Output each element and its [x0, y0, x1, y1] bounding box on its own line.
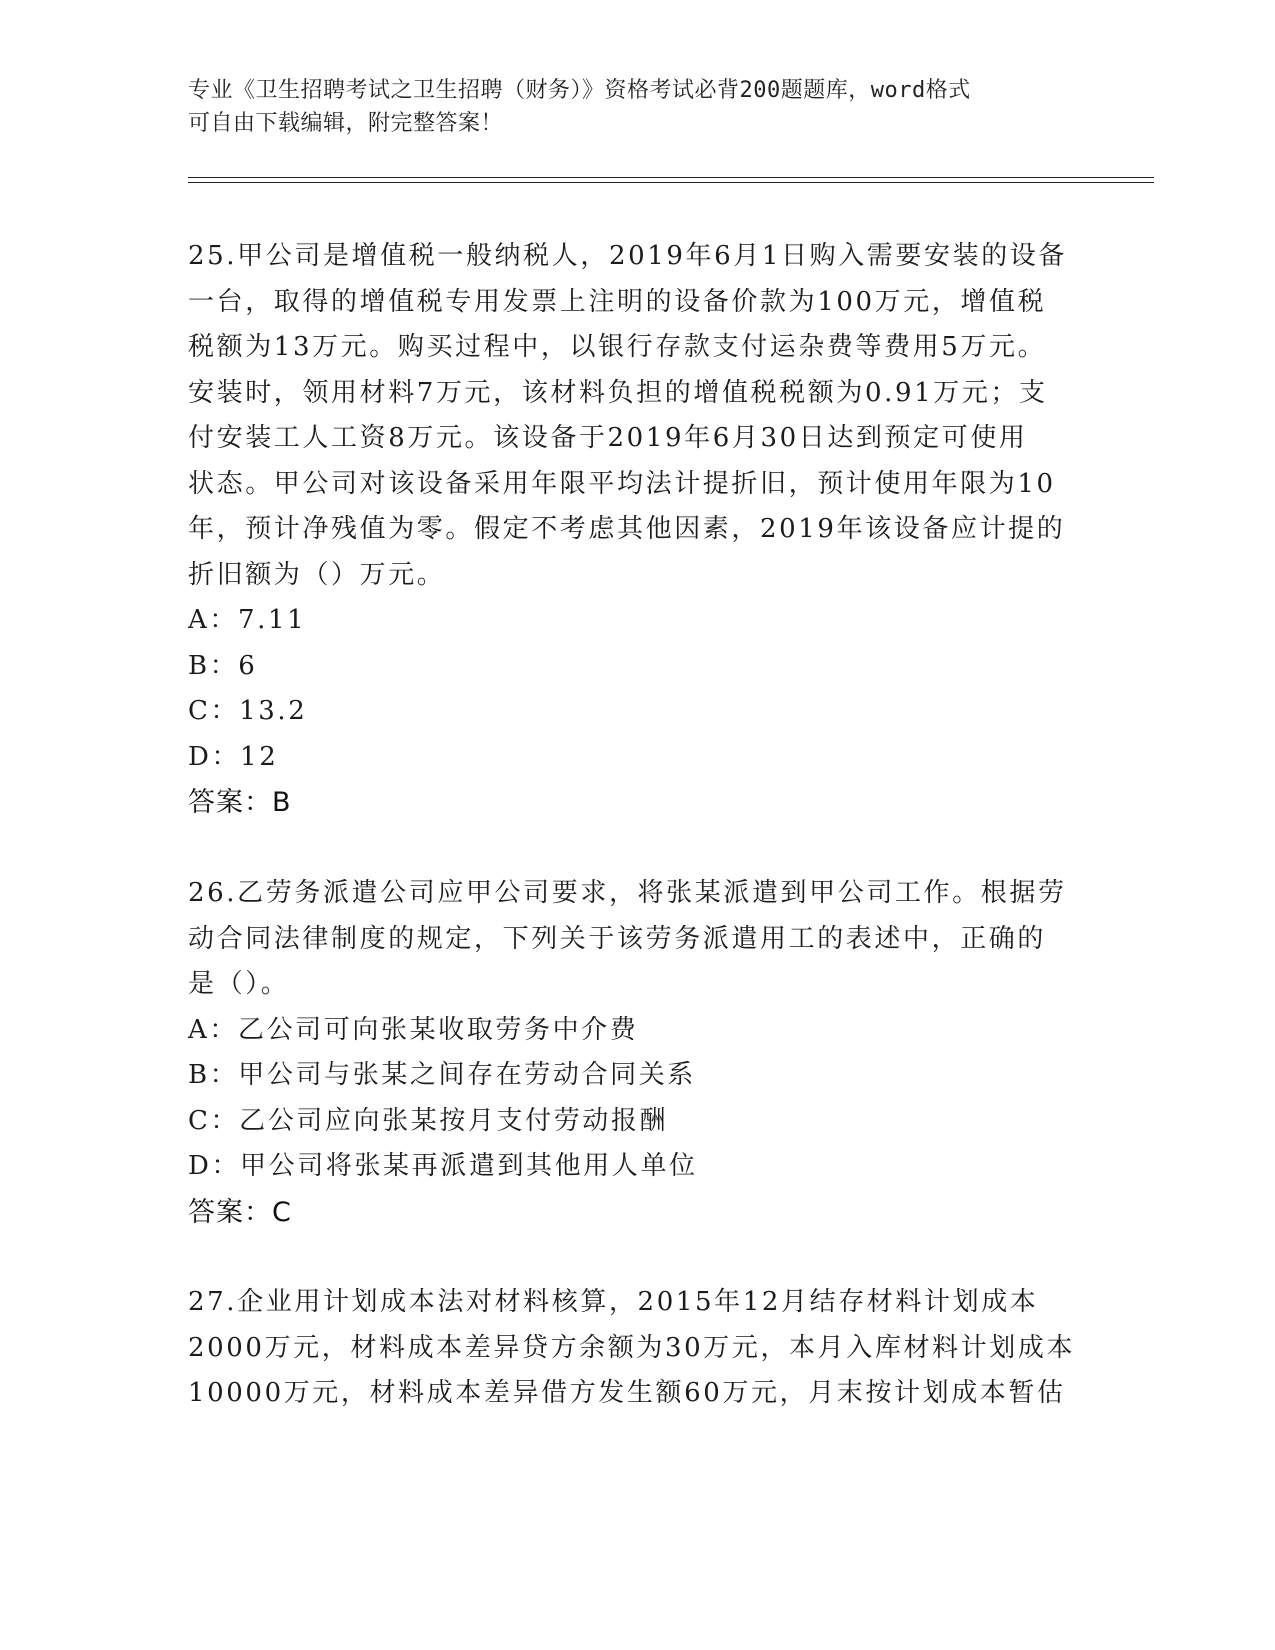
question-26	[188, 871, 1088, 1235]
question-text-line: 25.甲公司是增值税一般纳税人，2019年6月1日购入需要安装的设备	[188, 241, 1068, 271]
question-text-line: 付安装工人工资8万元。该设备于2019年6月30日达到预定可使用	[188, 423, 1028, 453]
answer-text: 答案：C	[188, 1196, 292, 1228]
question-text-line: 动合同法律制度的规定，下列关于该劳务派遣用工的表述中，正确的	[188, 923, 1047, 954]
question-text-line: 2000万元，材料成本差异贷方余额为30万元，本月入库材料计划成本	[188, 1332, 1076, 1363]
header-line-1: 专业《卫生招聘考试之卫生招聘（财务）》资格考试必背200题题库，word格式	[188, 78, 971, 103]
question-text-line: 折旧额为（）万元。	[188, 559, 446, 590]
question-text-line: 是（）。	[188, 969, 290, 999]
option-b: B：甲公司与张某之间存在劳动合同关系	[188, 1060, 696, 1090]
question-text-line: 税额为13万元。购买过程中，以银行存款支付运杂费等费用5万元。	[188, 332, 1047, 362]
option-c: C：乙公司应向张某按月支付劳动报酬	[188, 1105, 669, 1136]
question-25	[188, 234, 1088, 826]
option-d: D：12	[188, 741, 279, 772]
question-27	[188, 1280, 1088, 1417]
option-d: D：甲公司将张某再派遣到其他用人单位	[188, 1151, 698, 1181]
question-text-line: 状态。甲公司对该设备采用年限平均法计提折旧，预计使用年限为10	[188, 468, 1056, 499]
document-header	[188, 74, 1068, 140]
answer-text: 答案：B	[188, 787, 292, 818]
header-divider-bottom	[188, 182, 1154, 183]
option-a: A：7.11	[188, 605, 307, 635]
option-a: A：乙公司可向张某收取劳务中介费	[188, 1014, 639, 1045]
option-c: C：13.2	[188, 696, 308, 726]
option-b: B：6	[188, 650, 258, 681]
question-text-line: 27.企业用计划成本法对材料核算，2015年12月结存材料计划成本	[188, 1287, 1039, 1317]
question-text-line: 安装时，领用材料7万元，该材料负担的增值税税额为0.91万元；支	[188, 377, 1048, 408]
question-text-line: 一台，取得的增值税专用发票上注明的设备价款为100万元，增值税	[188, 286, 1047, 317]
header-divider-top	[188, 177, 1154, 178]
question-text-line: 26.乙劳务派遣公司应甲公司要求，将张某派遣到甲公司工作。根据劳	[188, 878, 1067, 908]
header-line-2: 可自由下载编辑，附完整答案！	[188, 111, 504, 136]
question-text-line: 年，预计净残值为零。假定不考虑其他因素，2019年该设备应计提的	[188, 514, 1066, 544]
question-text-line: 10000万元，材料成本差异借方发生额60万元，月末按计划成本暂估	[188, 1378, 1066, 1408]
